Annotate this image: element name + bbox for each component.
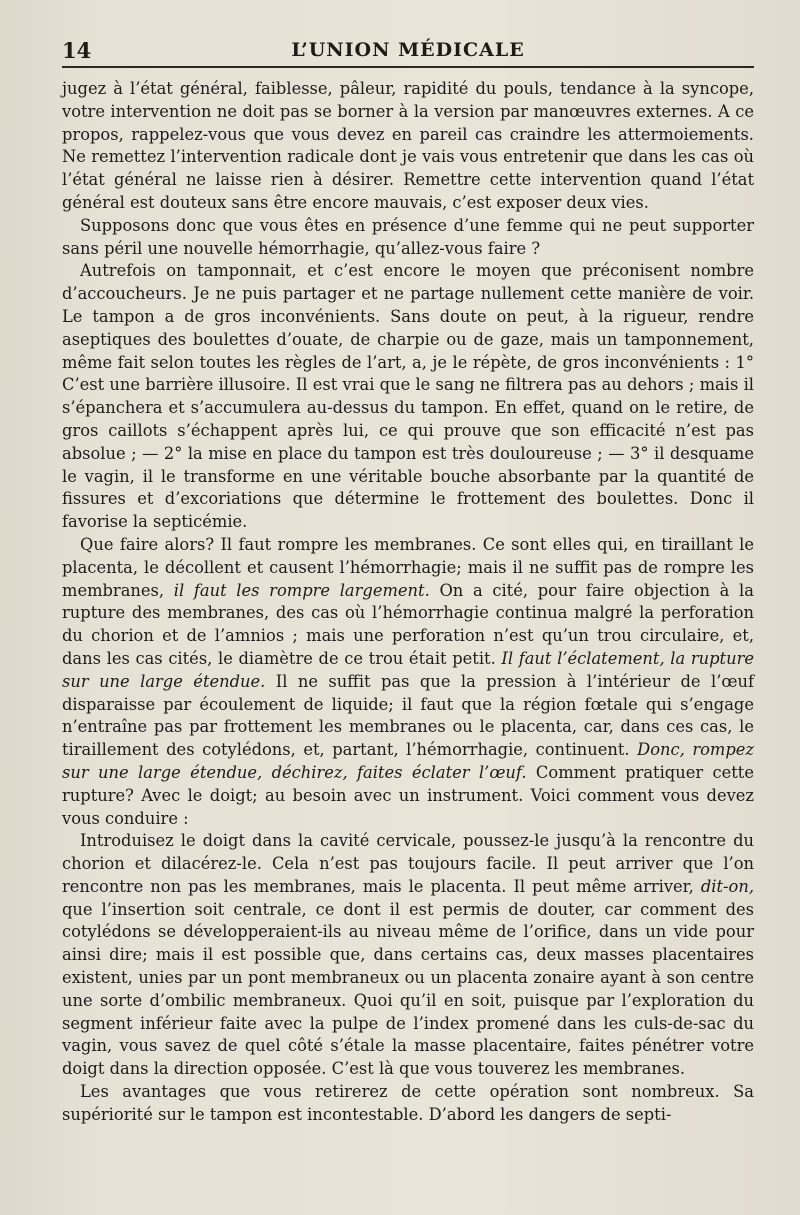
paragraph-4 bbox=[62, 534, 754, 830]
article-body bbox=[62, 78, 754, 1127]
paragraph-5-emphasis: dit-on, bbox=[700, 876, 754, 896]
paragraph-4-emphasis-b: Il faut l’éclatement, la rupture sur une large étendue. bbox=[62, 648, 754, 691]
running-title: L’UNION MÉDICALE bbox=[291, 39, 525, 61]
paragraph-4-text-b: On a cité, pour faire objection à la rupture des membranes, des cas où l’hémorrhagie continua malgré la perforation du chorion et de l’amnios ; mais une perforation n’est qu’un trou circulaire, et, dans les cas cités, le diamètre de ce trou était petit. bbox=[62, 580, 754, 668]
page-number: 14 bbox=[62, 38, 92, 63]
paragraph-5-text-a: Introduisez le doigt dans la cavité cervicale, poussez-le jusqu’à la rencontre du chorion et dilacérez-le. Cela n’est pas toujours facile. Il peut arriver que l’on rencontre non pas les membranes, mais le placenta. Il peut même arriver, bbox=[62, 831, 754, 896]
page-header bbox=[62, 38, 754, 68]
paragraph-3: Autrefois on tamponnait, et c’est encore le moyen que préconisent nombre d’accoucheurs. Je ne puis partager et ne partage nullement cette manière de voir. Le tampon a de gros inconvénients. Sans doute on peut, à la rigueur, rendre aseptiques des boulettes d’ouate, de charpie ou de gaze, mais un tamponnement, même fait selon toutes les règles de l’art, a, je le répète, de gros inconvénients : 1° C’est une barrière illusoire. Il est vrai que le sang ne filtrera pas au dehors ; mais il s’épanchera et s’accumulera au-dessus du tampon. En effet, quand on le retire, de gros caillots s’échappent après lui, ce qui prouve que son efficacité n’est pas absolue ; — 2° la mise en place du tampon est très douloureuse ; — 3° il desquame le vagin, il le transforme en une véritable bouche absorbante par la quantité de fissures et d’excoriations que détermine le frottement des boulettes. Donc il favorise la septicémie. bbox=[62, 261, 754, 532]
paragraph-2: Supposons donc que vous êtes en présence d’une femme qui ne peut supporter sans péril une nouvelle hémorrhagie, qu’allez-vous faire ? bbox=[62, 215, 754, 258]
paragraph-6: Les avantages que vous retirerez de cette opération sont nombreux. Sa supériorité sur le tampon est incontestable. D’abord les dangers de septi- bbox=[62, 1082, 754, 1124]
paragraph-5-text-b: que l’insertion soit centrale, ce dont il est permis de douter, car comment des cotylédons se développeraient-ils au niveau même de l’orifice, dans un vide pour ainsi dire; mais il est possible que, dans certains cas, deux masses placentaires existent, unies par un pont membraneux ou un placenta zonaire ayant à son centre une sorte d’ombilic membraneux. Quoi qu’il en soit, puisque par l’exploration du segment inférieur faite avec la pulpe de l’index promené dans les culs-de-sac du vagin, vous savez de quel côté s’étale la masse placentaire, faites pénétrer votre doigt dans la direction opposée. C’est là que vous touverez les membranes. bbox=[62, 899, 754, 1079]
paragraph-4-text-a: Que faire alors? Il faut rompre les membranes. Ce sont elles qui, en tiraillant le placenta, le décollent et causent l’hémorrhagie; mais il ne suffit pas de rompre les membranes, bbox=[62, 534, 754, 600]
paragraph-4-emphasis-c: Donc, rompez sur une large étendue, déchirez, faites éclater l’œuf. bbox=[62, 740, 754, 782]
paragraph-4-emphasis-a: il faut les rompre largement. bbox=[173, 580, 430, 600]
paragraph-4-text-c: Il ne suffit pas que la pression à l’intérieur de l’œuf disparaisse par écoulement de liquide; il faut que la région fœtale qui s’engage n’entraîne pas par frottement les membranes ou le placenta, car, dans ces cas, le tiraillement des cotylédons, et, partant, l’hémorrhagie, continuent. bbox=[62, 671, 754, 760]
paragraph-5 bbox=[62, 830, 754, 1081]
paragraph-1: jugez à l’état général, faiblesse, pâleur, rapidité du pouls, tendance à la syncope, votre intervention ne doit pas se borner à la version par manœuvres externes. A ce propos, rappelez-vous que vous devez en pareil cas craindre les attermoiements. Ne remettez l’intervention radicale dont je vais vous entretenir que dans les cas où l’état général ne laisse rien à désirer. Remettre cette intervention quand l’état général est douteux sans être encore mauvais, c’est exposer deux vies. bbox=[62, 79, 754, 212]
paragraph-4-text-d: Comment pratiquer cette rupture? Avec le doigt; au besoin avec un instrument. Voici comment vous devez vous conduire : bbox=[62, 762, 754, 828]
header-rule bbox=[62, 66, 754, 68]
